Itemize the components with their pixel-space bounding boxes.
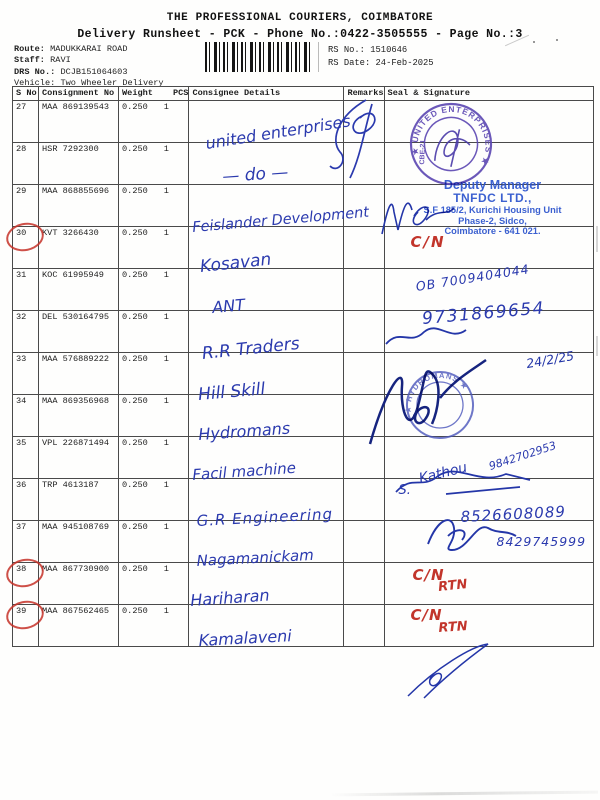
remarks-cell bbox=[344, 227, 384, 269]
table-row bbox=[13, 185, 594, 227]
signature-handwriting: RTN bbox=[437, 618, 468, 636]
seal-signature-cell bbox=[384, 437, 593, 487]
consignee-cell bbox=[189, 479, 344, 530]
weight-pcs-cell: 0.250 1 bbox=[119, 311, 189, 353]
consignee-handwriting: Nagamanickam bbox=[196, 545, 315, 570]
footer-signature-scribble bbox=[396, 638, 500, 706]
consignment-cell: HSR 7292300 bbox=[39, 143, 119, 185]
sno-cell: 30 bbox=[13, 227, 39, 269]
staff-line: Staff: RAVI bbox=[14, 54, 71, 65]
sno-cell: 31 bbox=[13, 269, 39, 311]
consignment-cell: MAA 576889222 bbox=[39, 353, 119, 395]
signature-handwriting: RTN bbox=[437, 577, 468, 595]
signature-handwriting: C/N bbox=[412, 566, 445, 584]
weight-pcs-cell: 0.250 1 bbox=[119, 395, 189, 437]
col-consignment: Consignment No bbox=[39, 87, 119, 101]
svg-text:CBE-21: CBE-21 bbox=[419, 139, 427, 165]
weight-pcs-cell: 0.250 1 bbox=[119, 353, 189, 395]
table-row bbox=[13, 311, 594, 353]
sno-cell: 34 bbox=[13, 395, 39, 437]
consignment-cell: TRP 4613187 bbox=[39, 479, 119, 521]
consignment-cell: MAA 869356968 bbox=[39, 395, 119, 437]
svg-text:★ HYDROMANS ★: ★ HYDROMANS ★ bbox=[403, 370, 471, 414]
table-row bbox=[13, 101, 594, 143]
seal-signature-cell bbox=[384, 353, 593, 395]
consignee-cell bbox=[189, 185, 371, 236]
consignee-cell bbox=[189, 605, 344, 650]
remarks-cell bbox=[344, 437, 384, 479]
consignee-handwriting: R.R Traders bbox=[201, 333, 302, 364]
consignee-handwriting: — do — bbox=[222, 162, 290, 187]
consignment-cell: MAA 867730900 bbox=[39, 563, 119, 605]
signature-handwriting: C/N bbox=[410, 233, 446, 251]
weight-pcs-cell: 0.250 1 bbox=[119, 437, 189, 479]
sno-cell: 33 bbox=[13, 353, 39, 395]
remarks-cell bbox=[344, 521, 384, 563]
col-seal: Seal & Signature bbox=[384, 87, 593, 101]
remarks-cell bbox=[344, 311, 384, 353]
weight-pcs-cell: 0.250 1 bbox=[119, 563, 189, 605]
svg-text:★ UNITED ENTERPRISES ★: ★ UNITED ENTERPRISES ★ bbox=[409, 103, 494, 168]
scan-artifact bbox=[596, 336, 598, 356]
weight-pcs-cell: 0.250 1 bbox=[119, 521, 189, 563]
remarks-cell bbox=[344, 353, 384, 395]
signature-handwriting: 9731869654 bbox=[420, 298, 546, 329]
remarks-cell bbox=[344, 395, 384, 437]
weight-pcs-cell: 0.250 1 bbox=[119, 185, 189, 227]
weight-pcs-cell: 0.250 1 bbox=[119, 605, 189, 647]
consignment-cell: MAA 867562465 bbox=[39, 605, 119, 647]
weight-pcs-cell: 0.250 1 bbox=[119, 143, 189, 185]
seal-signature-cell bbox=[384, 227, 593, 269]
seal-signature-cell bbox=[384, 395, 593, 437]
vehicle-line: Vehicle: Two Wheeler Delivery bbox=[14, 77, 164, 88]
date-handwriting: 24/2/25 bbox=[525, 347, 576, 372]
sno-cell: 32 bbox=[13, 311, 39, 353]
seal-signature-cell bbox=[384, 185, 593, 227]
delivery-table bbox=[12, 86, 594, 650]
consignee-handwriting: ANT bbox=[211, 295, 247, 317]
remarks-cell bbox=[344, 269, 384, 311]
consignment-cell: MAA 869139543 bbox=[39, 101, 119, 143]
sno-cell: 39 bbox=[13, 605, 39, 647]
scan-artifact bbox=[533, 41, 535, 43]
seal-signature-cell bbox=[384, 101, 593, 143]
sno-cell: 28 bbox=[13, 143, 39, 185]
consignee-handwriting: Feislander Development bbox=[192, 204, 371, 236]
table-row bbox=[13, 479, 594, 521]
sno-cell: 35 bbox=[13, 437, 39, 479]
seal-signature-cell bbox=[384, 143, 593, 185]
consignee-handwriting: Facil machine bbox=[192, 458, 297, 484]
col-weight-pcs: Weight PCS bbox=[119, 87, 189, 101]
table-row bbox=[13, 227, 594, 269]
seal-signature-cell bbox=[384, 479, 593, 526]
signature-handwriting: 8429745999 bbox=[496, 534, 587, 549]
scan-shadow bbox=[330, 791, 598, 797]
consignment-cell: VPL 226871494 bbox=[39, 437, 119, 479]
runsheet-rows bbox=[13, 101, 594, 650]
consignment-cell: KOC 61995949 bbox=[39, 269, 119, 311]
sno-cell: 27 bbox=[13, 101, 39, 143]
signature-handwriting: 9842702953 bbox=[486, 438, 558, 473]
table-row bbox=[13, 353, 594, 395]
consignment-cell: KVT 3266430 bbox=[39, 227, 119, 269]
consignee-handwriting: G.R Engineering bbox=[196, 504, 334, 530]
consignee-handwriting: united enterprises bbox=[204, 111, 353, 153]
table-row bbox=[13, 437, 594, 479]
sno-cell: 38 bbox=[13, 563, 39, 605]
document-title: THE PROFESSIONAL COURIERS, COIMBATORE bbox=[166, 12, 434, 24]
signature-handwriting: S. bbox=[398, 483, 411, 498]
sno-cell: 36 bbox=[13, 479, 39, 521]
seal-signature-cell bbox=[384, 521, 593, 563]
seal-signature-cell bbox=[384, 563, 593, 605]
weight-pcs-cell: 0.250 1 bbox=[119, 269, 189, 311]
consignee-cell bbox=[189, 101, 353, 153]
weight-pcs-cell: 0.250 1 bbox=[119, 101, 189, 143]
scan-artifact bbox=[596, 226, 598, 252]
rs-no-line: RS No.: 1510646 bbox=[328, 45, 408, 55]
table-row bbox=[13, 395, 594, 437]
consignee-handwriting: Kamalaveni bbox=[198, 626, 293, 650]
consignee-handwriting: Hariharan bbox=[190, 585, 271, 610]
table-row bbox=[13, 605, 594, 647]
remarks-cell bbox=[344, 143, 384, 185]
consignee-handwriting: Kosavan bbox=[199, 249, 273, 277]
rs-info-block bbox=[328, 44, 434, 70]
consignment-cell: MAA 945108769 bbox=[39, 521, 119, 563]
consignment-cell: DEL 530164795 bbox=[39, 311, 119, 353]
consignee-handwriting: Hill Skill bbox=[197, 379, 267, 405]
divider bbox=[318, 42, 319, 72]
weight-pcs-cell: 0.250 1 bbox=[119, 227, 189, 269]
tnfdc-stamp: Deputy Manager TNFDC LTD., S.F 185/2, Kurichi Housing Unit Phase-2, Sidco, Coimbatore - 641 021. bbox=[423, 178, 562, 236]
consignee-handwriting: Hydromans bbox=[198, 418, 292, 444]
sno-cell: 29 bbox=[13, 185, 39, 227]
document-subtitle: Delivery Runsheet - PCK - Phone No.:0422-3505555 - Page No.:3 bbox=[77, 28, 523, 41]
rs-date-line: RS Date: 24-Feb-2025 bbox=[328, 58, 434, 68]
table-header-row bbox=[13, 87, 594, 101]
route-info-block bbox=[14, 44, 164, 88]
remarks-cell bbox=[344, 563, 384, 605]
remarks-cell bbox=[344, 605, 384, 647]
table-row bbox=[13, 521, 594, 563]
col-sno: S No bbox=[13, 87, 39, 101]
signature-handwriting: C/N bbox=[410, 606, 443, 624]
signature-handwriting: OB 7009404044 bbox=[414, 261, 531, 294]
consignment-cell: MAA 868855696 bbox=[39, 185, 119, 227]
sno-cell: 37 bbox=[13, 521, 39, 563]
drs-line: DRS No.: DCJB151064603 bbox=[14, 67, 128, 77]
barcode bbox=[205, 42, 311, 72]
signature-handwriting: 8526608089 bbox=[459, 502, 566, 526]
table-row bbox=[13, 143, 594, 185]
col-remarks: Remarks bbox=[344, 87, 384, 101]
weight-pcs-cell: 0.250 1 bbox=[119, 479, 189, 521]
signature-handwriting: Kathou bbox=[416, 459, 469, 487]
seal-signature-cell bbox=[384, 605, 593, 647]
route-line: Route: MADUKKARAI ROAD bbox=[14, 44, 128, 54]
table-row bbox=[13, 563, 594, 605]
col-consignee: Consignee Details bbox=[189, 87, 344, 101]
seal-signature-cell bbox=[384, 298, 593, 353]
remarks-cell bbox=[344, 479, 384, 521]
